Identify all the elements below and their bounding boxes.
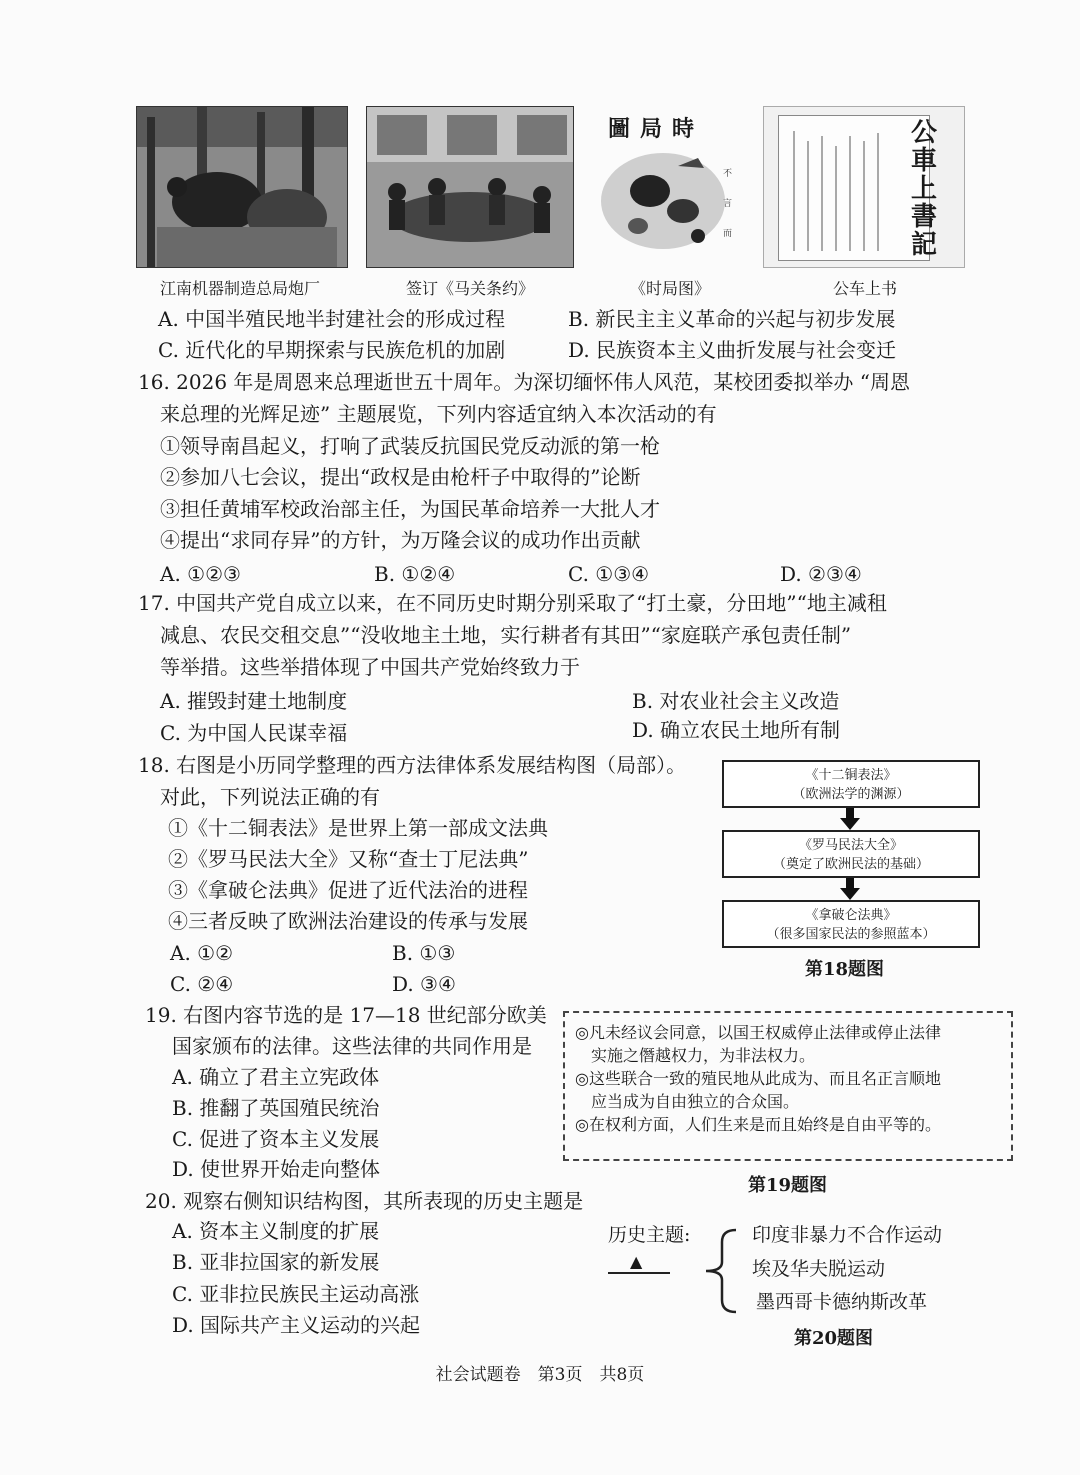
svg-text:而: 而 <box>723 229 733 239</box>
law-box-title: 《拿破仑法典》 <box>805 908 897 923</box>
law-box-note: （奠定了欧洲民法的基础） <box>772 857 929 872</box>
law-box-napoleonic-code <box>722 900 980 948</box>
q20-theme-marker: ▲ <box>630 1252 643 1271</box>
q20-movement: 印度非暴力不合作运动 <box>752 1224 943 1246</box>
law-box-title: 《十二铜表法》 <box>805 768 897 783</box>
q18-stem: 18. 右图是小历同学整理的西方法律体系发展结构图（局部）。 <box>138 753 687 777</box>
law-box-title: 《罗马民法大全》 <box>798 838 903 853</box>
q19-figure-label: 第19题图 <box>748 1175 828 1196</box>
q20-figure-label: 第20题图 <box>794 1328 874 1349</box>
q19-law-excerpt-box <box>563 1011 1013 1161</box>
q17-stem: 17. 中国共产党自成立以来，在不同历史时期分别采取了“打土豪，分田地”“地主减租 <box>138 591 887 615</box>
q17-option: A. 摧毁封建土地制度 <box>160 689 348 713</box>
gongche-title-char: 記 <box>910 230 937 260</box>
q18-option: A. ①② <box>170 941 234 965</box>
photo-treaty-signing <box>366 106 574 268</box>
down-arrow-icon <box>838 878 862 900</box>
q19-option: D. 使世界开始走向整体 <box>172 1157 381 1181</box>
q17-stem: 减息、农民交租交息”“没收地主土地，实行耕者有其田”“家庭联产承包责任制” <box>160 623 852 647</box>
q20-theme-label: 历史主题: <box>608 1224 691 1246</box>
down-arrow-icon <box>838 808 862 830</box>
q18-item: ②《罗马民法大全》又称“查士丁尼法典” <box>168 847 529 871</box>
q15-option-c: C. 近代化的早期探索与民族危机的加剧 <box>158 338 506 362</box>
q15-option-d: D. 民族资本主义曲折发展与社会变迁 <box>568 338 897 362</box>
q20-movement: 埃及华夫脱运动 <box>752 1258 886 1280</box>
q18-figure-label: 第18题图 <box>805 959 885 980</box>
q19-option: A. 确立了君主立宪政体 <box>172 1065 380 1089</box>
q19-option: C. 促进了资本主义发展 <box>172 1127 380 1151</box>
shiju-title: 圖局時 <box>608 116 705 142</box>
q16-option: A. ①②③ <box>160 562 241 586</box>
q18-option: D. ③④ <box>392 972 456 996</box>
q16-option: B. ①②④ <box>374 562 456 586</box>
photo-shiju-map <box>588 106 746 266</box>
q18-item: ④三者反映了欧洲法治建设的传承与发展 <box>168 909 528 933</box>
q16-option: D. ②③④ <box>780 562 862 586</box>
gongche-title-char: 上 <box>910 174 937 204</box>
photo-gongche-shangshu <box>763 106 965 268</box>
gongche-title-char: 書 <box>910 202 937 232</box>
svg-text:言: 言 <box>723 199 733 209</box>
q20-stem: 20. 观察右侧知识结构图，其所表现的历史主题是 <box>145 1189 584 1213</box>
law-box-note: （欧洲法学的渊源） <box>792 787 910 802</box>
gongche-title-char: 公 <box>910 118 937 148</box>
q18-option: C. ②④ <box>170 972 234 996</box>
q16-item: ①领导南昌起义，打响了武装反抗国民党反动派的第一枪 <box>160 434 660 458</box>
q20-option: B. 亚非拉国家的新发展 <box>172 1250 380 1274</box>
law-box-twelve-tables <box>722 760 980 808</box>
q16-item: ③担任黄埔军校政治部主任，为国民革命培养一大批人才 <box>160 497 660 521</box>
brace-icon <box>702 1226 738 1316</box>
q20-movement: 墨西哥卡德纳斯改革 <box>756 1291 928 1313</box>
q20-option: A. 资本主义制度的扩展 <box>172 1219 380 1243</box>
q19-option: B. 推翻了英国殖民统治 <box>172 1096 380 1120</box>
photo-caption: 签订《马关条约》 <box>405 279 534 298</box>
law-excerpt-line: 实施之僭越权力，为非法权力。 <box>575 1046 816 1065</box>
photo-caption: 公车上书 <box>832 279 897 298</box>
q17-option: D. 确立农民土地所有制 <box>632 718 841 742</box>
q17-stem: 等举措。这些举措体现了中国共产党始终致力于 <box>160 655 580 679</box>
q18-item: ③《拿破仑法典》促进了近代法治的进程 <box>168 878 528 902</box>
q17-option: B. 对农业社会主义改造 <box>632 689 840 713</box>
q20-option: D. 国际共产主义运动的兴起 <box>172 1313 421 1337</box>
law-box-note: （很多国家民法的参照蓝本） <box>766 927 936 942</box>
q16-item: ②参加八七会议，提出“政权是由枪杆子中取得的”论断 <box>160 465 641 489</box>
q20-option: C. 亚非拉民族民主运动高涨 <box>172 1282 420 1306</box>
q17-option: C. 为中国人民谋幸福 <box>160 721 348 745</box>
q16-item: ④提出“求同存异”的方针，为万隆会议的成功作出贡献 <box>160 528 641 552</box>
page-footer: 社会试题卷 第3页 共8页 <box>435 1365 645 1385</box>
svg-text:不: 不 <box>723 169 733 179</box>
law-excerpt-line: 应当成为自由独立的合众国。 <box>575 1092 800 1111</box>
q16-option: C. ①③④ <box>568 562 650 586</box>
photo-caption: 江南机器制造总局炮厂 <box>159 279 320 298</box>
law-excerpt-line: ◎凡未经议会同意，以国王权威停止法律或停止法律 <box>575 1023 941 1042</box>
q18-item: ①《十二铜表法》是世界上第一部成文法典 <box>168 816 548 840</box>
q15-option-b: B. 新民主主义革命的兴起与初步发展 <box>568 307 896 331</box>
q16-stem: 来总理的光辉足迹” 主题展览，下列内容适宜纳入本次活动的有 <box>160 402 717 426</box>
gongche-title-char: 車 <box>910 146 937 176</box>
photo-jiangnan-arsenal <box>136 106 348 268</box>
q16-stem: 16. 2026 年是周恩来总理逝世五十周年。为深切缅怀伟人风范，某校团委拟举办 “周恩 <box>138 370 911 394</box>
q18-stem: 对此，下列说法正确的有 <box>160 785 380 809</box>
photo-caption: 《时局图》 <box>629 279 710 298</box>
q15-option-a: A. 中国半殖民地半封建社会的形成过程 <box>158 307 506 331</box>
q18-option: B. ①③ <box>392 941 456 965</box>
q19-stem: 19. 右图内容节选的是 17—18 世纪部分欧美 <box>145 1003 547 1027</box>
answer-blank-line <box>608 1272 670 1274</box>
law-excerpt-line: ◎在权利方面，人们生来是而且始终是自由平等的。 <box>575 1115 941 1134</box>
law-excerpt-line: ◎这些联合一致的殖民地从此成为、而且名正言顺地 <box>575 1069 941 1088</box>
q19-stem: 国家颁布的法律。这些法律的共同作用是 <box>172 1034 532 1058</box>
law-box-corpus-juris <box>722 830 980 878</box>
